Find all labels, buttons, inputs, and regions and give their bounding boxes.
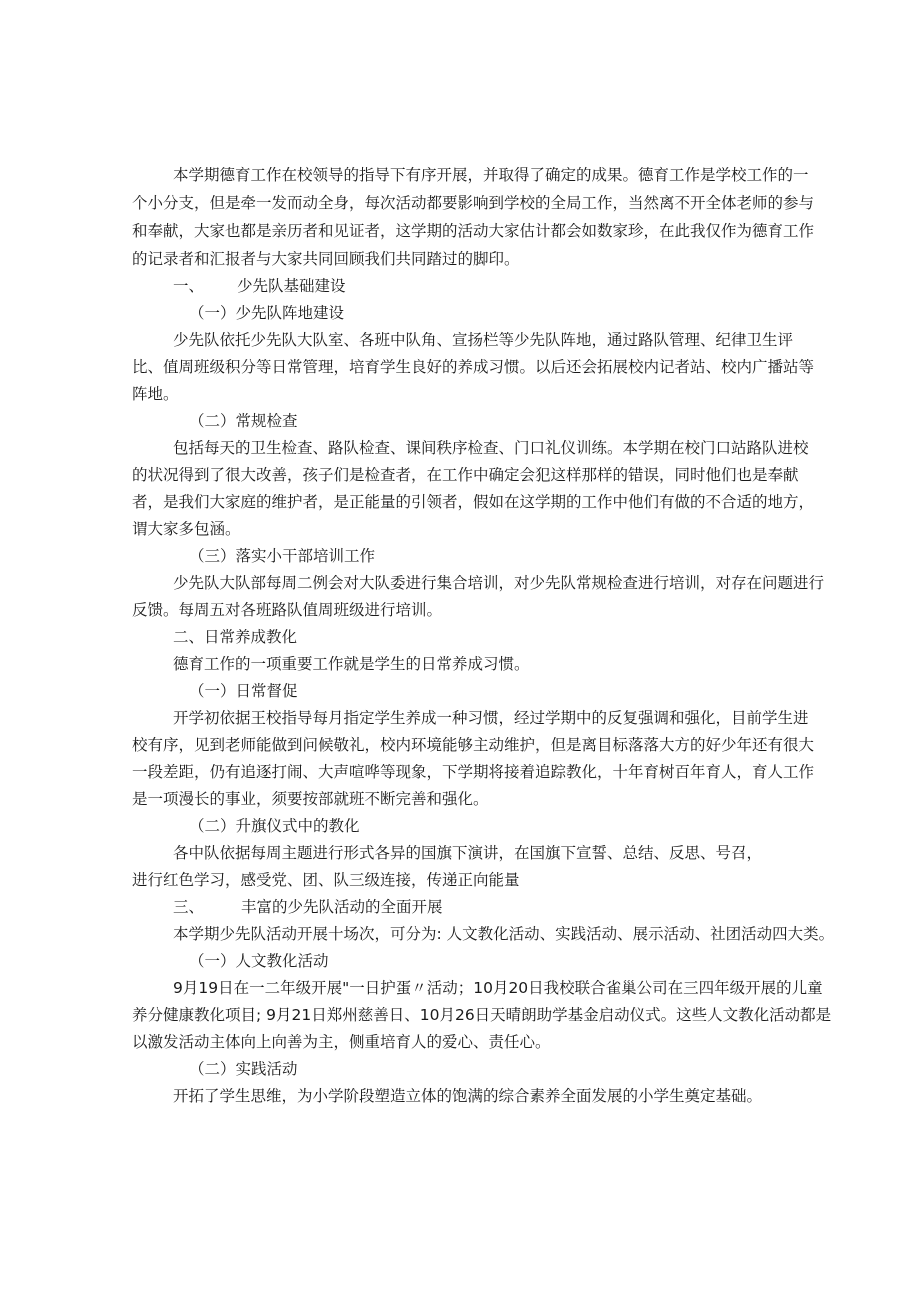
section-2-sub-2-title: （二）升旗仪式中的教化 [189,817,360,835]
section-3-lead: 本学期少先队活动开展十场次，可分为: 人文教化活动、实践活动、展示活动、社团活动四大类。 [173,925,835,943]
section-1-title: 少先队基础建设 [237,277,346,295]
section-3-sub-2-line-1: 开拓了学生思维，为小学阶段塑造立体的饱满的综合素养全面发展的小学生奠定基础。 [173,1087,763,1105]
section-1-sub-2-line-1: 包括每天的卫生检查、路队检查、课间秩序检查、门口礼仪训练。本学期在校门口站路队进校 [173,439,809,457]
section-1-sub-3-line-2: 反馈。每周五对各班路队值周班级进行培训。 [132,601,443,619]
section-1-sub-1-title: （一）少先队阵地建设 [189,304,345,322]
section-1-sub-2-line-2: 的状况得到了很大改善，孩子们是检查者，在工作中确定会犯这样那样的错误，同时他们也是奉献 [132,466,799,484]
section-1-sub-2-title: （二）常规检查 [189,412,298,430]
section-1-sub-3-line-1: 少先队大队部每周二例会对大队委进行集合培训，对少先队常规检查进行培训，对存在问题进行 [173,574,825,592]
section-1-sub-2-line-3: 者，是我们大家庭的维护者，是正能量的引领者，假如在这学期的工作中他们有做的不合适的地方， [132,493,815,511]
section-2-sub-2-line-1: 各中队依据每周主题进行形式各异的国旗下演讲，在国旗下宣誓、总结、反思、号召， [173,844,763,862]
intro-line-3: 和奉献，大家也都是亲历者和见证者，这学期的活动大家估计都会如数家珍，在此我仅作为德育工作 [132,222,815,240]
section-2-heading: 二、日常养成教化 [173,628,298,646]
section-2-lead: 德育工作的一项重要工作就是学生的日常养成习惯。 [173,655,530,673]
intro-line-2: 个小分支，但是牵一发而动全身，每次活动都要影响到学校的全局工作，当然离不开全体老师的参与 [132,194,815,212]
section-3-sub-1-line-2: 养分健康教化项目; 9月21日郑州慈善日、10月26日天晴朗助学基金启动仪式。这些人文教化活动都是 [132,1006,832,1024]
section-2-sub-1-title: （一）日常督促 [189,682,298,700]
intro-line-1: 本学期德育工作在校领导的指导下有序开展，并取得了确定的成果。德育工作是学校工作的一 [173,166,809,184]
section-2-sub-2-line-2: 进行红色学习，感受党、团、队三级连接，传递正向能量 [132,871,520,889]
section-3-number: 三、 [173,898,205,916]
section-1-sub-1-line-3: 阵地。 [132,385,179,403]
section-1-heading [173,273,346,299]
section-1-number: 一、 [173,277,205,295]
section-1-sub-1-line-2: 比、值周班级积分等日常管理，培育学生良好的养成习惯。以后还会拓展校内记者站、校内广播站等 [132,358,815,376]
section-1-sub-2-line-4: 谓大家多包涵。 [132,520,241,538]
section-3-title: 丰富的少先队活动的全面开展 [241,898,443,916]
section-2-sub-1-line-4: 是一项漫长的事业，须要按部就班不断完善和强化。 [132,790,489,808]
section-3-sub-1-title: （一）人文教化活动 [189,952,329,970]
section-3-sub-1-line-1: 9月19日在一二年级开展"一日护蛋〃活动；10月20日我校联合雀巢公司在三四年级开展的儿童 [173,979,823,997]
section-2-sub-1-line-3: 一段差距，仍有追逐打闹、大声喧哗等现象，下学期将接着追踪教化，十年育树百年育人，育人工作 [132,763,815,781]
section-3-sub-2-title: （二）实践活动 [189,1060,298,1078]
section-1-sub-1-line-1: 少先队依托少先队大队室、各班中队角、宣扬栏等少先队阵地，通过路队管理、纪律卫生评 [173,331,794,349]
section-3-sub-1-line-3: 以激发活动主体向上向善为主，侧重培育人的爱心、责任心。 [132,1033,551,1051]
section-1-sub-3-title: （三）落实小干部培训工作 [189,547,376,565]
intro-line-4: 的记录者和汇报者与大家共同回顾我们共同踏过的脚印。 [132,250,520,268]
section-3-heading [173,894,443,920]
section-2-sub-1-line-1: 开学初依据王校指导每月指定学生养成一种习惯，经过学期中的反复强调和强化，目前学生进 [173,709,809,727]
section-2-sub-1-line-2: 校有序，见到老师能做到问候敬礼，校内环境能够主动维护，但是离目标落落大方的好少年还有很大 [132,736,815,754]
